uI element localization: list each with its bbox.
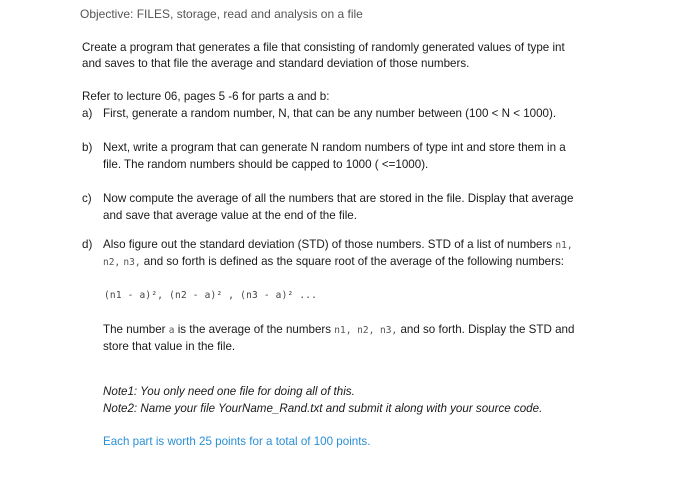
part-d-text-1-main: Also figure out the standard deviation (STD) of those numbers. STD of a list of numbers: [103, 238, 556, 251]
part-d-text-3-mid: is the average of the numbers: [174, 323, 335, 336]
part-a-text: First, generate a random number, N, that can be any number between (100 < N < 1000).: [103, 107, 557, 120]
note-2: Note2: Name your file YourName_Rand.txt and submit it along with your source code.: [103, 402, 543, 415]
part-d-code-a: a: [168, 325, 175, 336]
intro-line-1: Create a program that generates a file that consisting of randomly generated values of type int: [82, 41, 565, 54]
part-c-text-2: and save that average value at the end of the file.: [103, 209, 357, 222]
part-d-text-3: [103, 322, 574, 339]
part-b-text-2: file. The random numbers should be capped to 1000 ( <=1000).: [103, 158, 429, 171]
part-b-text-1: Next, write a program that can generate N random numbers of type int and store them in a: [103, 141, 566, 154]
part-d-text-3-pre: The number: [103, 323, 169, 336]
part-d-text-1: [103, 237, 573, 254]
part-d-text-2-main: and so forth is defined as the square root of the average of the following numbers:: [140, 255, 565, 268]
part-d-marker: d): [82, 238, 93, 251]
points-note: Each part is worth 25 points for a total of 100 points.: [103, 435, 371, 448]
part-d-code-numbers: n1, n2, n3,: [334, 325, 398, 336]
part-d-code-n1: n1,: [555, 240, 573, 251]
intro-line-2: and saves to that file the average and standard deviation of those numbers.: [82, 57, 470, 70]
part-d-text-3-post: and so forth. Display the STD and: [397, 323, 575, 336]
note-1: Note1: You only need one file for doing all of this.: [103, 385, 355, 398]
part-a-marker: a): [82, 107, 93, 120]
part-c-text-1: Now compute the average of all the numbers that are stored in the file. Display that average: [103, 192, 574, 205]
refer-line: Refer to lecture 06, pages 5 -6 for parts a and b:: [82, 90, 330, 103]
objective-heading: Objective: FILES, storage, read and analysis on a file: [80, 7, 363, 21]
part-d-text-4: store that value in the file.: [103, 340, 236, 353]
part-d-code-n2: n2,: [103, 257, 121, 268]
part-d-code-n3: n3,: [123, 257, 141, 268]
std-formula: (n1 - a)², (n2 - a)² , (n3 - a)² ...: [104, 290, 318, 301]
part-c-marker: c): [82, 192, 92, 205]
part-d-text-2: [103, 254, 564, 271]
part-b-marker: b): [82, 141, 93, 154]
